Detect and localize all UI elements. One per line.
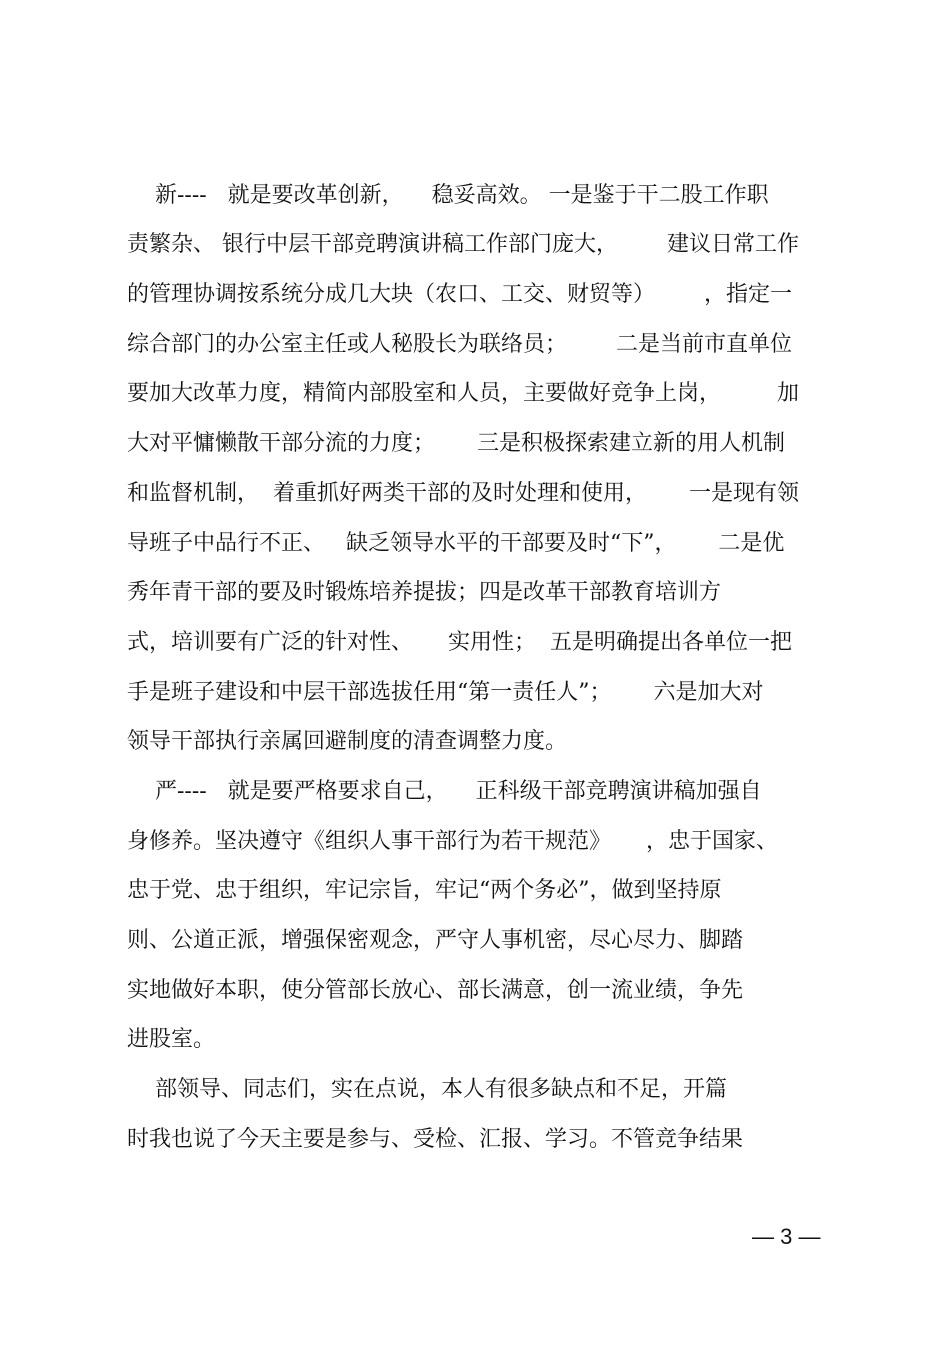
text-line: 手是班子建设和中层干部选拔任用“第一责任人”； 六是加大对 bbox=[127, 680, 764, 705]
text-line: 身修养。坚决遵守《组织人事干部行为若干规范》 ，忠于国家、 bbox=[127, 829, 778, 854]
text-line: 的管理协调按系统分成几大块（农口、工交、财贸等） ，指定一 bbox=[127, 282, 792, 307]
text-line: 责繁杂、 银行中层干部竞聘演讲稿工作部门庞大， 建议日常工作 bbox=[127, 232, 799, 257]
text-line: 导班子中品行不正、 缺乏领导水平的干部要及时“下”， 二是优 bbox=[127, 531, 785, 556]
text-line: 新---- 就是要改革创新， 稳妥高效。 一是鉴于干二股工作职 bbox=[127, 183, 769, 208]
text-line: 大对平慵懒散干部分流的力度； 三是积极探索建立新的用人机制 bbox=[127, 431, 785, 456]
text-line: 领导干部执行亲属回避制度的清查调整力度。 bbox=[127, 729, 568, 754]
page-number: — 3 — bbox=[752, 1224, 821, 1249]
text-line: 综合部门的办公室主任或人秘股长为联络员； 二是当前市直单位 bbox=[127, 332, 792, 357]
text-line: 则、公道正派，增强保密观念，严守人事机密，尽心尽力、脚踏 bbox=[127, 928, 744, 953]
text-line: 进股室。 bbox=[127, 1027, 216, 1052]
text-line: 和监督机制， 着重抓好两类干部的及时处理和使用， 一是现有领 bbox=[127, 481, 799, 506]
text-line: 秀年青干部的要及时锻炼培养提拔；四是改革干部教育培训方 bbox=[127, 580, 722, 605]
text-line: 忠于党、忠于组织，牢记宗旨，牢记“两个务必”，做到坚持原 bbox=[127, 878, 722, 903]
text-line: 实地做好本职，使分管部长放心、部长满意，创一流业绩，争先 bbox=[127, 978, 744, 1003]
text-line: 要加大改革力度，精简内部股室和人员，主要做好竞争上岗， 加 bbox=[127, 381, 799, 406]
text-line: 式，培训要有广泛的针对性、 实用性； 五是明确提出各单位一把 bbox=[127, 630, 792, 655]
text-line: 时我也说了今天主要是参与、受检、汇报、学习。不管竞争结果 bbox=[127, 1127, 744, 1152]
text-line: 部领导、同志们，实在点说，本人有很多缺点和不足，开篇 bbox=[127, 1077, 727, 1102]
text-line: 严---- 就是要严格要求自己， 正科级干部竞聘演讲稿加强自 bbox=[127, 779, 762, 804]
